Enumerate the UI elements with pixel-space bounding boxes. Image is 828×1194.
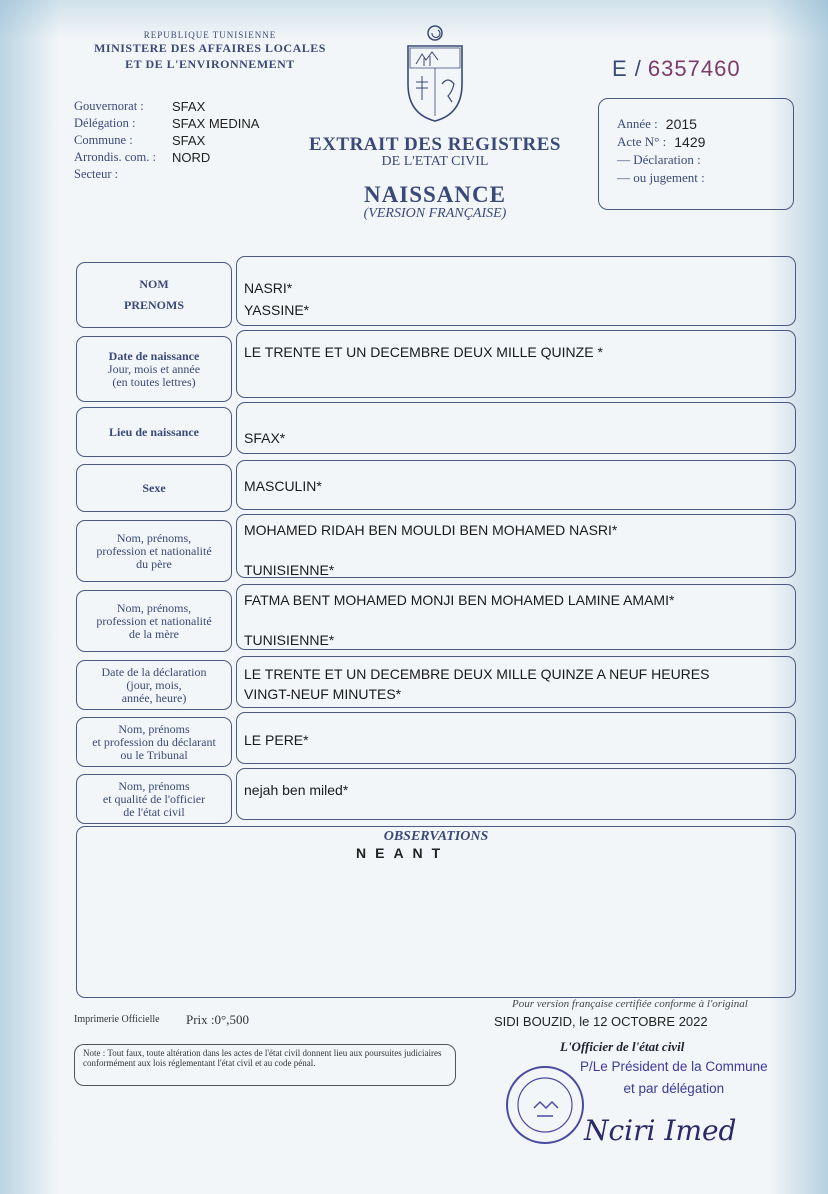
name-label: NOM PRENOMS <box>124 277 184 312</box>
administrative-info <box>74 98 259 183</box>
father-nationality-value: TUNISIENNE* <box>244 562 335 578</box>
stamp-line-2: et par délégation <box>623 1081 725 1096</box>
arrondissement-label: Arrondis. com. : <box>74 150 156 164</box>
annee-label: Année : <box>617 116 658 131</box>
name-value-box <box>236 256 796 326</box>
acte-info-box <box>598 98 794 210</box>
arrondissement-value: NORD <box>172 150 211 165</box>
declaration-date-label: Date de la déclaration (jour, mois, année, heure) <box>101 664 207 705</box>
ministry-line-1: MINISTERE DES AFFAIRES LOCALES <box>94 41 326 55</box>
mother-name-value: FATMA BENT MOHAMED MONJI BEN MOHAMED LAMINE AMAMI* <box>244 592 675 608</box>
birth-date-value-box <box>236 330 796 398</box>
officer-label: Nom, prénoms et qualité de l'officier de l'état civil <box>102 778 206 819</box>
acte-number-value: 1429 <box>674 134 706 150</box>
gouvernorat-label: Gouvernorat : <box>74 99 144 113</box>
document-serial: E / 6357460 <box>612 56 741 81</box>
serial-number: 6357460 <box>647 56 741 81</box>
annee-value: 2015 <box>665 116 697 132</box>
issue-place-date: SIDI BOUZID, le 12 OCTOBRE 2022 <box>494 1014 708 1029</box>
officer-signature: Nciri Imed <box>584 1114 737 1147</box>
officer-title: L'Officier de l'état civil <box>560 1039 685 1054</box>
round-seal-stamp-icon <box>504 1064 586 1146</box>
delegation-label: Délégation : <box>74 116 136 130</box>
mother-nationality-value: TUNISIENNE* <box>244 632 335 648</box>
document-type: NAISSANCE <box>364 182 506 207</box>
secteur-label: Secteur : <box>74 167 119 181</box>
price-label: Prix :0°,500 <box>186 1012 249 1027</box>
jugement-label: — ou jugement : <box>617 170 705 185</box>
mother-label: Nom, prénoms, profession et nationalité de la mère <box>96 600 212 641</box>
father-name-value: MOHAMED RIDAH BEN MOULDI BEN MOHAMED NASRI* <box>244 522 618 538</box>
delegation-value: SFAX MEDINA <box>172 116 260 131</box>
declarant-label: Nom, prénoms et profession du déclarant ou le Tribunal <box>92 721 216 762</box>
firstname-value: YASSINE* <box>244 302 310 318</box>
republic-label: REPUBLIQUE TUNISIENNE <box>143 30 277 40</box>
surname-value: NASRI* <box>244 280 293 296</box>
birth-place-value: SFAX* <box>244 430 286 446</box>
legal-note: Note : Tout faux, toute altération dans les actes de l'état civil donnent lieu aux poursuites judiciaires conformément aux lois réglementant l'état civil et au code pénal. <box>74 1044 456 1086</box>
printer-label: Imprimerie Officielle <box>74 1014 160 1025</box>
issuing-authority <box>60 30 360 72</box>
declarant-value-box <box>236 712 796 764</box>
declaration-date-value-line1: LE TRENTE ET UN DECEMBRE DEUX MILLE QUINZE A NEUF HEURES <box>244 666 710 682</box>
officer-stamp <box>580 1056 768 1100</box>
stamp-line-1: P/Le Président de la Commune <box>580 1059 768 1074</box>
observations-value: NEANT <box>356 845 450 861</box>
certification-text: Pour version française certifiée conforme à l'original <box>512 998 748 1010</box>
officer-value: nejah ben miled* <box>244 782 349 798</box>
declarant-value: LE PERE* <box>244 732 309 748</box>
document-title-block <box>300 134 570 222</box>
birth-place-value-box <box>236 402 796 454</box>
document-version: (VERSION FRANÇAISE) <box>363 206 507 221</box>
declaration-date-value-line2: VINGT-NEUF MINUTES* <box>244 686 402 702</box>
birth-date-value: LE TRENTE ET UN DECEMBRE DEUX MILLE QUINZE * <box>244 344 603 360</box>
father-label: Nom, prénoms, profession et nationalité du père <box>96 530 212 571</box>
acte-number-label: Acte N° : <box>617 134 667 149</box>
document-subtitle: DE L'ETAT CIVIL <box>381 154 489 169</box>
declaration-label: — Déclaration : <box>617 152 701 167</box>
commune-value: SFAX <box>172 133 206 148</box>
birth-place-label: Lieu de naissance <box>108 424 199 439</box>
observations-title: OBSERVATIONS <box>383 829 489 844</box>
sex-label: Sexe <box>142 480 166 495</box>
ministry-line-2: ET DE L'ENVIRONNEMENT <box>125 57 295 71</box>
gouvernorat-value: SFAX <box>172 99 206 114</box>
commune-label: Commune : <box>74 133 133 147</box>
birth-date-label: Date de naissance Jour, mois et année (en toutes lettres) <box>107 348 201 389</box>
document-title: EXTRAIT DES REGISTRES <box>309 134 561 155</box>
sex-value: MASCULIN* <box>244 478 322 494</box>
coat-of-arms-icon <box>404 24 466 124</box>
